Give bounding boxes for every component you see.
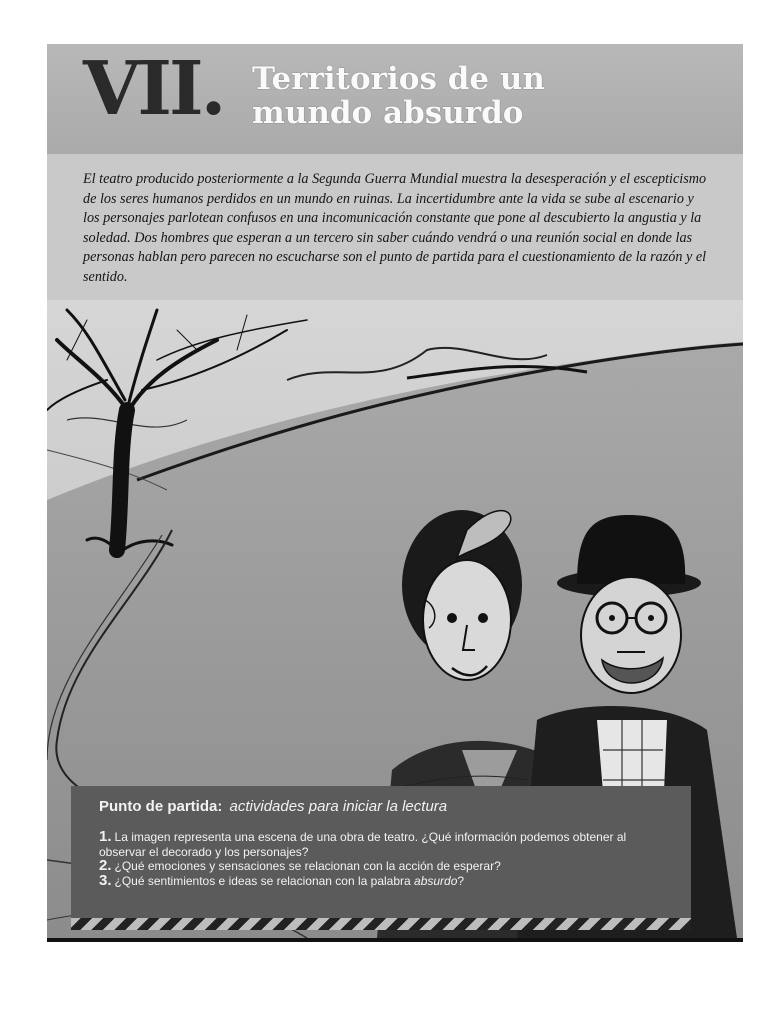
- question-text: ¿Qué emociones y sensaciones se relacionan con la acción de esperar?: [114, 859, 501, 873]
- question-list: [99, 830, 669, 888]
- chapter-title-line-2: mundo absurdo: [252, 95, 524, 131]
- chapter-title: [252, 62, 672, 130]
- question-item: [99, 871, 669, 889]
- activity-heading-label: Punto de partida:: [99, 798, 223, 815]
- question-text: ¿Qué sentimientos e ideas se relacionan con la palabra: [114, 873, 415, 888]
- chapter-title-line-1: Territorios de un: [252, 61, 545, 97]
- hazard-stripe-border: [71, 918, 691, 930]
- question-text-end: ?: [457, 873, 465, 888]
- question-text: La imagen representa una escena de una obra de teatro. ¿Qué información podemos obtener al observar el decorado y los personajes?: [99, 830, 627, 859]
- intro-section: [47, 154, 743, 300]
- intro-paragraph: El teatro producido posteriormente a la Segunda Guerra Mundial muestra la desesperación y el escepticismo de los seres humanos perdidos en un mundo en ruinas. La incertidumbre ante la vida se sube al escenario y los personajes parlotean confusos en una incomunicación constante que pone al descubierto la angustia y la soledad. Dos hombres que esperan a un tercero sin saber cuándo vendrá o una reunión social en donde las personas hablan pero parecen no escucharse son el punto de partida para el cuestionamiento de la razón y el sentido.: [83, 171, 707, 285]
- activity-heading: [99, 798, 447, 815]
- question-item: [99, 830, 669, 859]
- chapter-header: [47, 44, 743, 154]
- chapter-number: VII.: [83, 46, 224, 132]
- question-number: 1.: [99, 828, 112, 845]
- activity-heading-subtitle: actividades para iniciar la lectura: [229, 798, 448, 815]
- question-number: 3.: [99, 871, 112, 889]
- textbook-page: [47, 44, 743, 942]
- question-item: [99, 859, 669, 874]
- question-keyword: absurdo: [414, 873, 458, 888]
- activity-box: [71, 786, 691, 930]
- question-number: 2.: [99, 857, 112, 874]
